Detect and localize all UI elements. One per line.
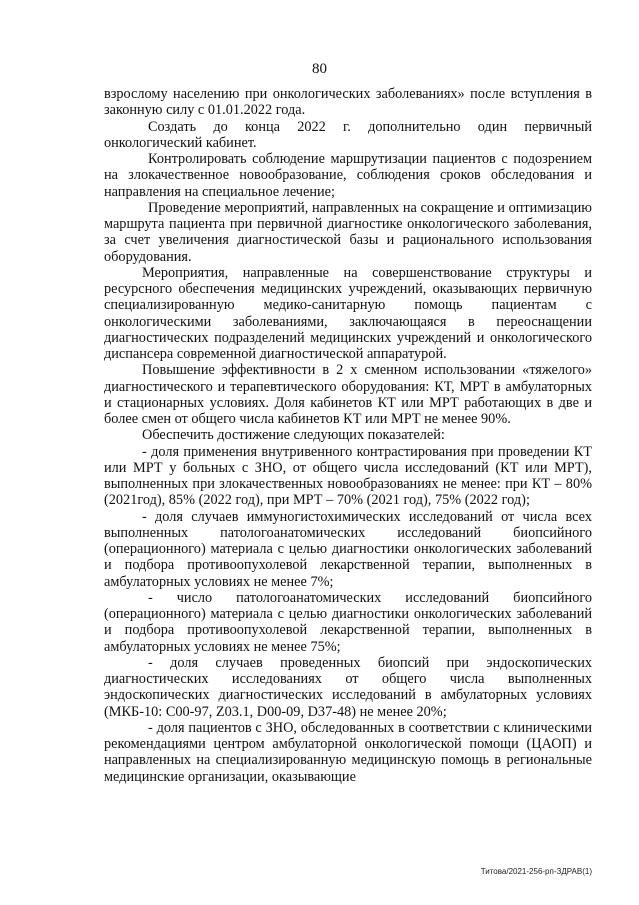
paragraph-create-cabinet: Создать до конца 2022 г. дополнительно один первичный онкологический кабинет. [104, 118, 592, 151]
paragraph-law-reference: взрослому населению при онкологических заболеваниях» после вступления в законную силу с 01.01.2022 года. [104, 86, 592, 119]
list-item-pathology-count: - число патологоанатомических исследований биопсийного (операционного) материала с целью диагностики онкологических заболеваний и подбора противоопухолевой лекарственной терапии, выполненных в амбулаторных условиях не менее 75%; [104, 589, 592, 655]
list-item-patient-share: - доля пациентов с ЗНО, обследованных в соответствии с клиническими рекомендациями центром амбулаторной онкологической помощи (ЦАОП) и направленных на специализированную медицинскую помощь в региональные медицинские организации, оказывающие [104, 719, 592, 785]
list-item-biopsy-share: - доля случаев проведенных биопсий при эндоскопических диагностических исследованиях от общего числа выполненных эндоскопических диагностических исследований в амбулаторных условиях (МКБ-10: С00-97, Z03.1, D00-09, D37-48) не менее 20%; [104, 654, 592, 720]
page-number: 80 [312, 61, 327, 77]
paragraph-resource-improvement: Мероприятия, направленные на совершенствование структуры и ресурсного обеспечения медицинских учреждений, оказывающих первичную специализированную медико-санитарную помощь пациентам с онкологическими заболеваниями, заключающаяся в переоснащении диагностических подразделений медицинских учреждений и онкологического диспансера современной диагностической аппаратурой. [104, 264, 592, 362]
footer-document-reference: Титова/2021-256-рп-ЗДРАВ(1) [480, 867, 592, 876]
paragraph-indicators-heading: Обеспечить достижение следующих показателей: [142, 427, 445, 444]
list-item-immunohistochemistry-share: - доля случаев иммуногистохимических исследований от числа всех выполненных патологоанатомических исследований биопсийного (операционного) материала с целью диагностики онкологических заболеваний и подбора противоопухолевой лекарственной терапии, выполненных в амбулаторных условиях не менее 7%; [104, 508, 592, 590]
paragraph-routing-control: Контролировать соблюдение маршрутизации пациентов с подозрением на злокачественное новообразование, соблюдения сроков обследования и направления на специальное лечение; [104, 151, 592, 200]
paragraph-route-optimization: Проведение мероприятий, направленных на сокращение и оптимизацию маршрута пациента при первичной диагностике онкологического заболевания, за счет увеличения диагностической базы и рационального использования оборудования. [104, 199, 592, 265]
document-body [104, 86, 592, 785]
paragraph-equipment-efficiency: Повышение эффективности в 2 х сменном использовании «тяжелого» диагностического и терапевтического оборудования: КТ, МРТ в амбулаторных и стационарных условиях. Доля кабинетов КТ или МРТ работающих в две и более смен от общего числа кабинетов КТ или МРТ не менее 90%. [104, 362, 592, 427]
list-item-contrast-share: - доля применения внутривенного контрастирования при проведении КТ или МРТ у больных с ЗНО, от общего числа исследований (КТ или МРТ), выполненных при злокачественных новообразованиях не менее: при КТ – 80% (2021год), 85% (2022 год), при МРТ – 70% (2021 год), 75% (2022 год); [104, 443, 592, 509]
